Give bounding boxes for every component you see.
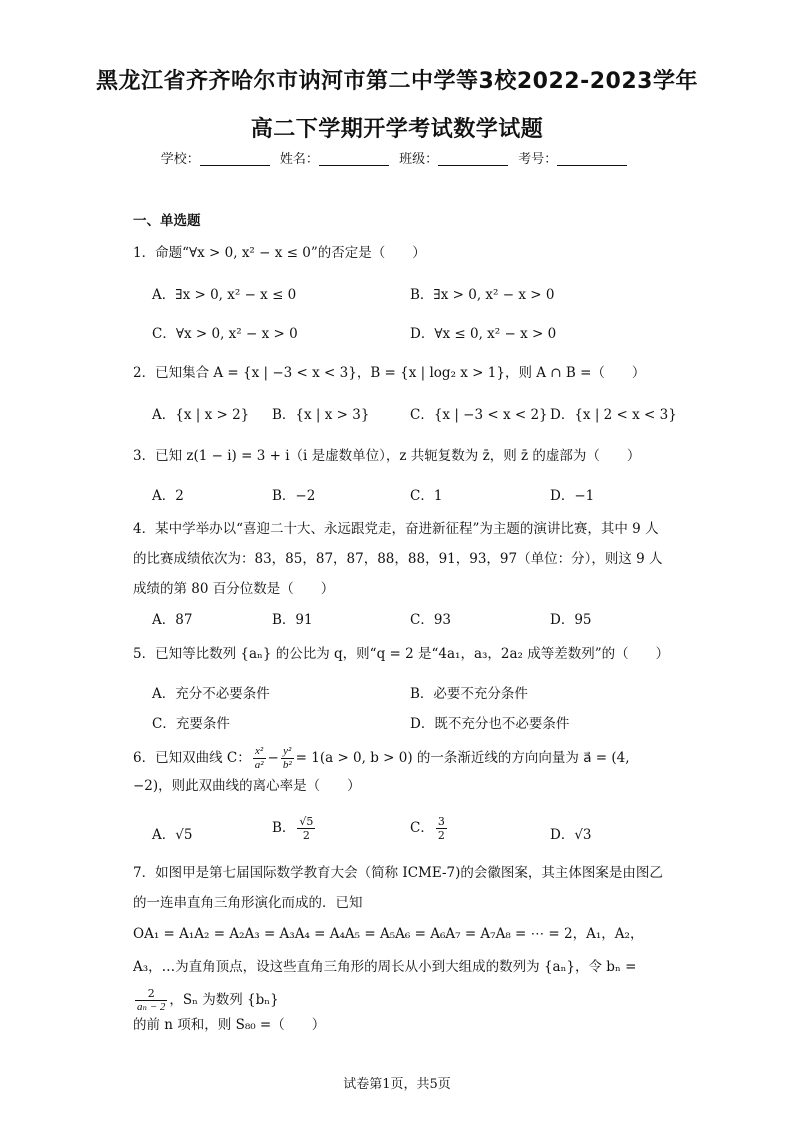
question-4-option-c[interactable]: C．93 [410,612,452,628]
question-1-option-a[interactable]: A．∃x > 0, x² − x ≤ 0 [152,287,297,303]
question-6-stem-rest: = 1(a > 0, b > 0) 的一条渐近线的方向向量为 a⃗ = (4, −2)，则此双曲线的离心率是（ ） [133,750,630,794]
question-1-option-d[interactable]: D．∀x ≤ 0, x² − x > 0 [410,326,557,342]
question-2-option-c[interactable]: C．{x | −3 < x < 2} [410,407,548,423]
question-5-option-b[interactable]: B．必要不充分条件 [410,686,528,702]
question-2-stem: 2．已知集合 A = {x | −3 < x < 3}，B = {x | log₂ x > 1}，则 A ∩ B =（ ） [133,365,646,381]
question-5-option-a[interactable]: A．充分不必要条件 [152,686,270,702]
exam-number-blank[interactable] [557,151,627,166]
question-5-stem: 5．已知等比数列 {aₙ} 的公比为 q，则“q = 2 是“4a₁，a₃，2a₂ 成等差数列”的（ ） [133,646,670,662]
hyperbola-x-fraction: $\frac{\text{x²}}{\text{a²}}$ [254,745,264,771]
question-6-stem: 6．已知双曲线 C： $\frac{\text{x²}}{\text{a²}}$ − $\frac{\text{y²}}{\text{b²}}$ = 1(a > 0, b > 0) 的一条渐近线的方向向量为 a⃗ = (4, −2)，则此双曲线的离心率是（ ） [133,745,630,794]
exam-title-line2: 高二下学期开学考试数学试题 [250,117,544,142]
name-label: 姓名： [279,152,319,167]
hyperbola-y-fraction: $\frac{\text{y²}}{\text{b²}}$ [282,745,292,771]
exam-number-label: 考号： [518,152,558,167]
question-1-option-c[interactable]: C．∀x > 0, x² − x > 0 [152,326,298,342]
class-label: 班级： [399,152,439,167]
question-6-option-b[interactable]: B． $\frac{√5}{2}$ [272,815,314,842]
question-7-stem-d: 的前 n 项和，则 S₈₀ =（ ） [133,1017,326,1033]
question-4-option-a[interactable]: A．87 [152,612,193,628]
question-3-option-d[interactable]: D．−1 [550,488,595,504]
section-heading: 一、单选题 [133,213,201,229]
question-3-option-b[interactable]: B．−2 [272,488,316,504]
question-4-stem: 4．某中学举办以“喜迎二十大、永远跟党走，奋进新征程”为主题的演讲比赛，其中 9 人的比赛成绩依次为：83，85，87，87，88，88，91，93，97（单位：分），则这 9 人成绩的第 80 百分位数是（ ） [133,521,663,597]
question-1-option-b[interactable]: B．∃x > 0, x² − x > 0 [410,287,555,303]
question-6-option-a[interactable]: A．√5 [152,827,193,843]
question-6-option-c[interactable]: C． $\frac{3}{2}$ [410,815,445,842]
question-2-option-a[interactable]: A．{x | x > 2} [152,407,250,423]
question-2-option-d[interactable]: D．{x | 2 < x < 3} [550,407,677,423]
question-6-stem-lead: 6．已知双曲线 C： [133,750,251,766]
question-4-option-d[interactable]: D．95 [550,612,592,628]
student-info-row [0,148,794,167]
question-1-stem: 1．命题“∀x > 0, x² − x ≤ 0”的否定是（ ） [133,245,426,261]
name-blank[interactable] [319,151,389,166]
class-blank[interactable] [438,151,508,166]
question-5-option-d[interactable]: D．既不充分也不必要条件 [410,716,570,732]
b-n-fraction: $\frac{2}{\text{aₙ − 2}}$ [137,987,166,1013]
exam-title-line1: 黑龙江省齐齐哈尔市讷河市第二中学等3校2022-2023学年 [96,69,698,94]
school-label: 学校： [160,152,200,167]
question-2-option-b[interactable]: B．{x | x > 3} [272,407,370,423]
school-blank[interactable] [200,151,270,166]
question-6-option-d[interactable]: D．√3 [550,827,592,843]
question-3-option-a[interactable]: A．2 [152,488,184,504]
question-3-stem: 3．已知 z(1 − i) = 3 + i（i 是虚数单位），z 共轭复数为 z̄，则 z̄ 的虚部为（ ） [133,448,641,464]
question-5-option-c[interactable]: C．充要条件 [152,716,230,732]
question-7-stem-b: OA₁ = A₁A₂ = A₂A₃ = A₃A₄ = A₄A₅ = A₅A₆ = A₆A₇ = A₇A₈ = ⋯ = 2，A₁，A₂，A₃，…为直角顶点，设这些直角三角形的周长从小到大组成的数列为 {aₙ}，令 bₙ = $\frac{2}{\text{aₙ − 2}}$ ，Sₙ 为数列 {bₙ} [133,926,644,1013]
question-4-option-b[interactable]: B．91 [272,612,313,628]
question-7-stem-a: 7．如图甲是第七届国际数学教育大会（简称 ICME-7)的会徽图案，其主体图案是由图乙的一连串直角三角形演化而成的．已知 [133,865,663,911]
page-footer: 试卷第1页，共5页 [343,1077,451,1092]
question-3-option-c[interactable]: C．1 [410,488,443,504]
